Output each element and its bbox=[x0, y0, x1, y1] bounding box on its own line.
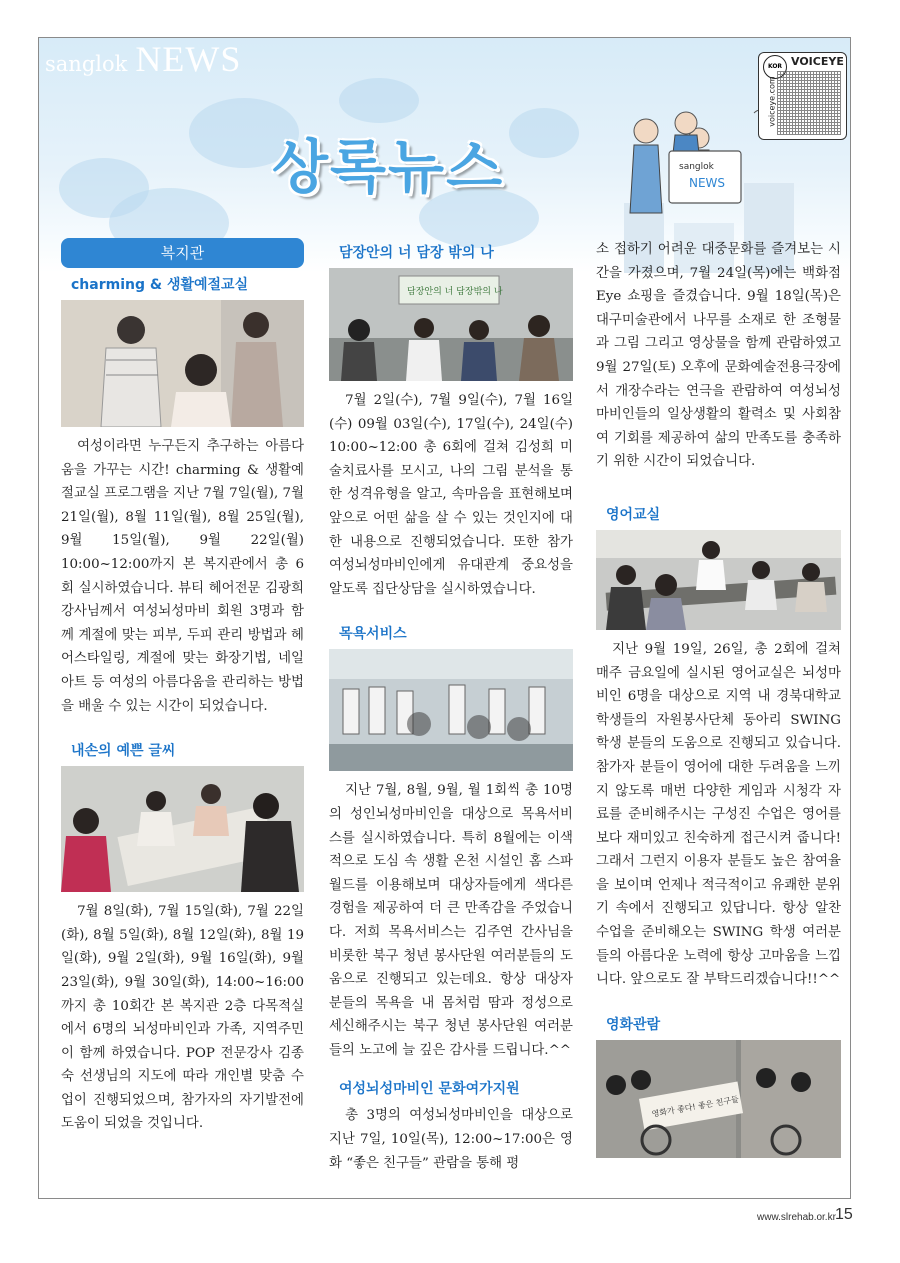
section-body-charming: 여성이라면 누구든지 추구하는 아름다움을 가꾸는 시간! charming & 생활예절교실 프로그램을 지난 7월 7일(월), 7월 21일(월), 8월 11일(월), 8월 25일(월), 9월 15일(월), 9월 22일(월) 10:00~12:00까지 본 복지관에서 총 6회 실시하였습니다. 뷰티 헤어전문 김광희 강사님께서 여성뇌성마비 회원 3명과 함께 계절에 맞는 피부, 두피 관리 방법과 헤어스타일링, 계절에 맞는 화장기법, 네일아트 등 여성의 아름다움을 관리하는 방법을 배울 수 있는 시간이 되었습니다. bbox=[61, 439, 304, 714]
brand-big: NEWS bbox=[135, 39, 242, 79]
section-title-culture-support: 여성뇌성마비인 문화여가지원 bbox=[339, 1081, 520, 1098]
leaf-decoration bbox=[509, 108, 579, 158]
photo-english-class-graphic bbox=[596, 530, 841, 630]
sign-line2: NEWS bbox=[689, 176, 726, 190]
footer-url: www.slrehab.or.kr bbox=[757, 1212, 836, 1223]
section-badge: 복지관 bbox=[61, 238, 304, 268]
section-body-art-therapy: 7월 2일(수), 7월 9일(수), 7월 16일(수) 09월 03일(수), 17일(수), 24일(수) 10:00~12:00 총 6회에 걸쳐 김성희 미술치료사를 모시고, 나의 그림 분석을 통한 성격유형을 알고, 속마음을 표현해보며 앞으로 어떤 삶을 살 수 있는 것인지에 대한 내용으로 진행되었습니다. 또한 참가 여성뇌성마비인에게 유대관계 중요성을 알도록 집단상담을 실시하였습니다. bbox=[329, 393, 573, 597]
photo-charming-class bbox=[61, 300, 304, 427]
section-title-bath-service: 목욕서비스 bbox=[339, 626, 407, 643]
column-1 bbox=[61, 238, 304, 1136]
section-body-english-class: 지난 9월 19일, 26일, 총 2회에 걸쳐 매주 금요일에 실시된 영어교실은 뇌성마비인 6명을 대상으로 지역 내 경북대학교 학생들의 자원봉사단체 동아리 SWING 학생 분들의 도움으로 진행되고 있습니다. 참가자 분들이 영어에 대한 두려움을 느끼지 않도록 매번 다양한 게임과 시청각 자료를 준비해주시는 구성진 수업은 영어를 보다 재미있고 친숙하게 접근시켜 줍니다! 그래서 그런지 이용자 분들도 높은 참여율을 보이며 언제나 적극적이고 유쾌한 분위기 속에서 진행되고 있답니다. 항상 알찬 수업을 준비해오는 SWING 학생 여러분들의 아름다운 노력에 항상 고마움을 느낍니다. 앞으로도 잘 부탁드리겠습니다!!^^ bbox=[596, 641, 841, 988]
photo-bath-service bbox=[329, 649, 573, 771]
photo-english-class bbox=[596, 530, 841, 630]
photo-movie-graphic bbox=[596, 1040, 841, 1158]
photo-art-therapy bbox=[329, 268, 573, 381]
photo-art-therapy-graphic bbox=[329, 268, 573, 381]
section-title-charming: charming & 생활예절교실 bbox=[71, 277, 249, 293]
section-title-handwriting: 내손의 예쁜 글씨 bbox=[71, 743, 176, 760]
page-number: 15 bbox=[835, 1206, 853, 1223]
voiceye-side-label: voiceye.com bbox=[767, 76, 777, 127]
brand-small: sanglok bbox=[45, 52, 128, 76]
photo-handwriting-class bbox=[61, 766, 304, 892]
section-body-culture-continued: 소 접하기 어려운 대중문화를 즐겨보는 시간을 가졌으며, 7월 24일(목)에는 백화점 Eye 쇼핑을 즐겼습니다. 9월 18일(목)은 대구미술관에서 나무를 소재로 한 조형물과 그림 그리고 영상물을 함께 관람하였고 9월 27일(토) 오후에 문화예술전용극장에서 개장수라는 연극을 관람하여 여성뇌성마비인들의 일상생활의 활력소 및 사회참여 기회를 제공하여 삶의 만족도를 충족하기 위한 시간이 되었습니다. bbox=[596, 242, 841, 470]
leaf-decoration bbox=[339, 78, 419, 123]
brand-logo bbox=[45, 38, 242, 79]
art-therapy-banner-text: 담장안의 너 담장밖의 나 bbox=[407, 287, 503, 297]
section-body-handwriting: 7월 8일(화), 7월 15일(화), 7월 22일(화), 8월 5일(화), 8월 12일(화), 8월 19일(화), 9월 2일(화), 9월 16일(화), 9월 23일(화), 9월 30일(화), 14:00~16:00까지 총 10회간 본 복지관 2층 다목적실에서 6명의 뇌성마비인과 가족, 지역주민이 함께 하였습니다. POP 전문강사 김종숙 선생님의 지도에 따라 개인별 맞춤 수업이 진행되었으며, 참가자의 자기발전에 도움이 되었을 것입니다. bbox=[61, 904, 304, 1132]
photo-bath-service-graphic bbox=[329, 649, 573, 771]
section-body-bath-service: 지난 7월, 8월, 9월, 월 1회씩 총 10명의 성인뇌성마비인을 대상으로 목욕서비스를 실시하였습니다. 특히 8월에는 이색적으로 도심 속 생활 온천 시설인 홈 스파월드를 이용해보며 대상자들에게 색다른 경험을 제공하여 더 큰 만족감을 주었습니다. 저희 목욕서비스는 김주연 간사님을 비롯한 북구 청년 봉사단원 여러분들의 도움으로 진행되고 있는데요. 항상 대상자 분들의 목욕을 내 몸처럼 땀과 정성으로 세신해주시는 북구 청년 봉사단원 여러분들의 노고에 늘 깊은 감사를 드립니다.^^ bbox=[329, 783, 573, 1058]
voiceye-logo: KOR bbox=[763, 55, 787, 79]
voiceye-code bbox=[758, 52, 847, 140]
photo-handwriting-graphic bbox=[61, 766, 304, 892]
column-3 bbox=[596, 238, 841, 1166]
column-2 bbox=[329, 238, 573, 1175]
section-title-art-therapy: 담장안의 너 담장 밖의 나 bbox=[339, 245, 494, 261]
photo-charming-graphic bbox=[61, 300, 304, 427]
voiceye-pattern bbox=[777, 71, 841, 135]
section-title-movie: 영화관람 bbox=[606, 1016, 661, 1033]
page-title: 상록뉴스 bbox=[272, 133, 505, 201]
page-frame bbox=[38, 37, 851, 1199]
movie-banner-text: 영화가 좋다! 좋은 친구들 bbox=[651, 1094, 740, 1119]
section-body-culture-support: 총 3명의 여성뇌성마비인을 대상으로 지난 7일, 10일(목), 12:00~17:00은 영화 “좋은 친구들” 관람을 통해 평 bbox=[329, 1108, 573, 1171]
voiceye-label: VOICEYE bbox=[791, 55, 844, 68]
photo-movie bbox=[596, 1040, 841, 1158]
sign-line1: sanglok bbox=[679, 162, 714, 172]
section-title-english-class: 영어교실 bbox=[606, 506, 661, 523]
